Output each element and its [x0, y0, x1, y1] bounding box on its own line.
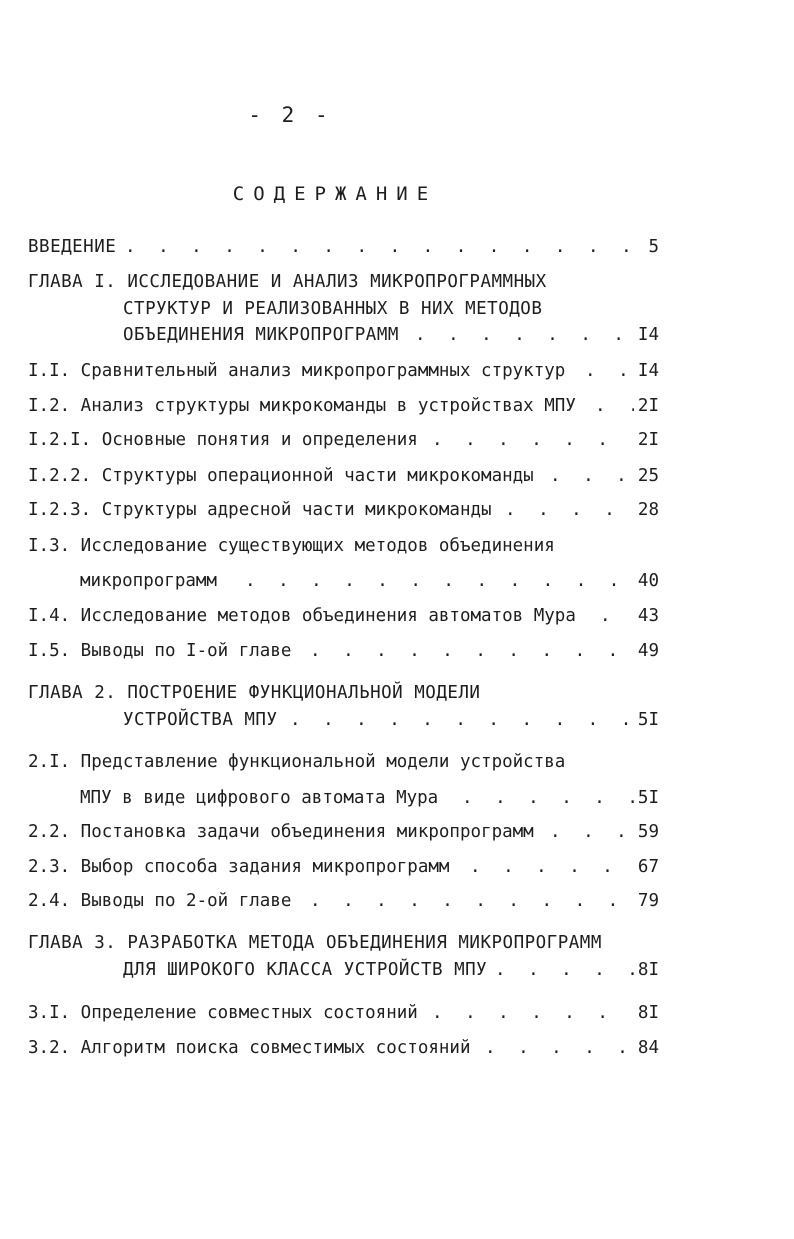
toc-entry-text: УСТРОЙСТВА МПУ	[123, 710, 278, 730]
leader-dots	[310, 637, 634, 665]
leader-dots	[125, 233, 634, 261]
leader-dots	[290, 706, 634, 734]
toc-entry-text: ДЛЯ ШИРОКОГО КЛАССА УСТРОЙСТВ МПУ	[123, 960, 488, 980]
toc-page-number: 67	[637, 857, 659, 877]
toc-entry-1-3-line-2	[0, 567, 794, 595]
toc-entry-1-2-2	[0, 462, 794, 490]
toc-chapter-3-line-1	[0, 929, 794, 957]
toc-entry-2-1-line-1	[0, 748, 794, 776]
toc-entry-1-1	[0, 357, 794, 385]
toc-entry-text: СТРУКТУР И РЕАЛИЗОВАННЫХ В НИХ МЕТОДОВ	[123, 299, 543, 319]
leader-dots	[245, 567, 634, 595]
toc-chapter-3-line-2	[0, 956, 794, 984]
toc-entry-text: ОБЪЕДИНЕНИЯ МИКРОПРОГРАММ	[123, 325, 399, 345]
toc-chapter-2-line-2	[0, 706, 794, 734]
toc-page-number: 5I	[637, 788, 659, 808]
leader-dots	[432, 426, 634, 454]
toc-page-number: 2I	[637, 396, 659, 416]
page-number: - 2 -	[248, 103, 332, 127]
toc-entry-1-2-3	[0, 496, 794, 524]
toc-entry-text: 3.I. Определение совместных состояний	[28, 1003, 418, 1023]
toc-entry-3-2	[0, 1034, 794, 1062]
toc-entry-text: 2.4. Выводы по 2-ой главе	[28, 891, 292, 911]
leader-dots	[485, 1034, 634, 1062]
toc-page-number: 79	[637, 891, 659, 911]
leader-dots	[432, 999, 634, 1027]
toc-page-number: 8I	[637, 1003, 659, 1023]
leader-dots	[505, 496, 634, 524]
toc-entry-2-2	[0, 818, 794, 846]
toc-entry-text: ВВЕДЕНИЕ	[28, 237, 117, 257]
toc-entry-1-4	[0, 602, 794, 630]
toc-page-number: 28	[637, 500, 659, 520]
toc-entry-2-4	[0, 887, 794, 915]
toc-entry-text: МПУ в виде цифрового автомата Мура	[80, 788, 439, 808]
toc-entry-1-3-line-1	[0, 532, 794, 560]
toc-entry-text: ГЛАВА I. ИССЛЕДОВАНИЕ И АНАЛИЗ МИКРОПРОГРАММНЫХ	[28, 272, 547, 292]
toc-entry-intro	[0, 233, 794, 261]
toc-entry-text: I.2.2. Структуры операционной части микрокоманды	[28, 466, 534, 486]
toc-chapter-1-line-2	[0, 295, 794, 323]
toc-chapter-1-line-3	[0, 321, 794, 349]
toc-entry-text: I.4. Исследование методов объединения автоматов Мура	[28, 606, 576, 626]
toc-entry-text: ГЛАВА 2. ПОСТРОЕНИЕ ФУНКЦИОНАЛЬНОЙ МОДЕЛИ	[28, 683, 481, 703]
toc-entry-text: ГЛАВА 3. РАЗРАБОТКА МЕТОДА ОБЪЕДИНЕНИЯ МИКРОПРОГРАММ	[28, 933, 602, 953]
toc-page-number: 40	[637, 571, 659, 591]
toc-entry-text: микропрограмм	[80, 571, 217, 591]
toc-entry-text: I.2.I. Основные понятия и определения	[28, 430, 418, 450]
toc-page-number: 5	[648, 237, 659, 257]
toc-page-number: 8I	[637, 960, 659, 980]
leader-dots	[550, 462, 634, 490]
leader-dots	[600, 602, 634, 630]
toc-page-number: 49	[637, 641, 659, 661]
toc-chapter-1-line-1	[0, 268, 794, 296]
toc-page-number: 59	[637, 822, 659, 842]
leader-dots	[495, 956, 634, 984]
leader-dots	[415, 321, 634, 349]
leader-dots	[470, 853, 634, 881]
leader-dots	[550, 818, 634, 846]
leader-dots	[462, 784, 634, 812]
toc-page-number: 2I	[637, 430, 659, 450]
leader-dots	[585, 357, 634, 385]
leader-dots	[595, 392, 634, 420]
toc-entry-2-3	[0, 853, 794, 881]
toc-page-number: 5I	[637, 710, 659, 730]
toc-page-number: I4	[637, 325, 659, 345]
contents-title: СОДЕРЖАНИЕ	[232, 183, 438, 205]
toc-entry-text: I.I. Сравнительный анализ микропрограммных структур	[28, 361, 566, 381]
toc-entry-1-5	[0, 637, 794, 665]
toc-entry-text: I.5. Выводы по I-ой главе	[28, 641, 292, 661]
toc-entry-text: 2.3. Выбор способа задания микропрограмм	[28, 857, 450, 877]
toc-entry-3-1	[0, 999, 794, 1027]
toc-entry-text: 3.2. Алгоритм поиска совместимых состояний	[28, 1038, 471, 1058]
toc-page-number: 84	[637, 1038, 659, 1058]
toc-page-number: 25	[637, 466, 659, 486]
toc-entry-1-2-1	[0, 426, 794, 454]
toc-entry-text: I.2. Анализ структуры микрокоманды в устройствах МПУ	[28, 396, 576, 416]
toc-entry-text: 2.2. Постановка задачи объединения микропрограмм	[28, 822, 534, 842]
toc-page-number: I4	[637, 361, 659, 381]
toc-entry-1-2	[0, 392, 794, 420]
toc-entry-text: 2.I. Представление функциональной модели устройства	[28, 752, 566, 772]
toc-chapter-2-line-1	[0, 679, 794, 707]
toc-page-number: 43	[637, 606, 659, 626]
toc-entry-text: I.2.3. Структуры адресной части микрокоманды	[28, 500, 492, 520]
toc-entry-2-1-line-2	[0, 784, 794, 812]
leader-dots	[310, 887, 634, 915]
toc-entry-text: I.3. Исследование существующих методов объединения	[28, 536, 555, 556]
